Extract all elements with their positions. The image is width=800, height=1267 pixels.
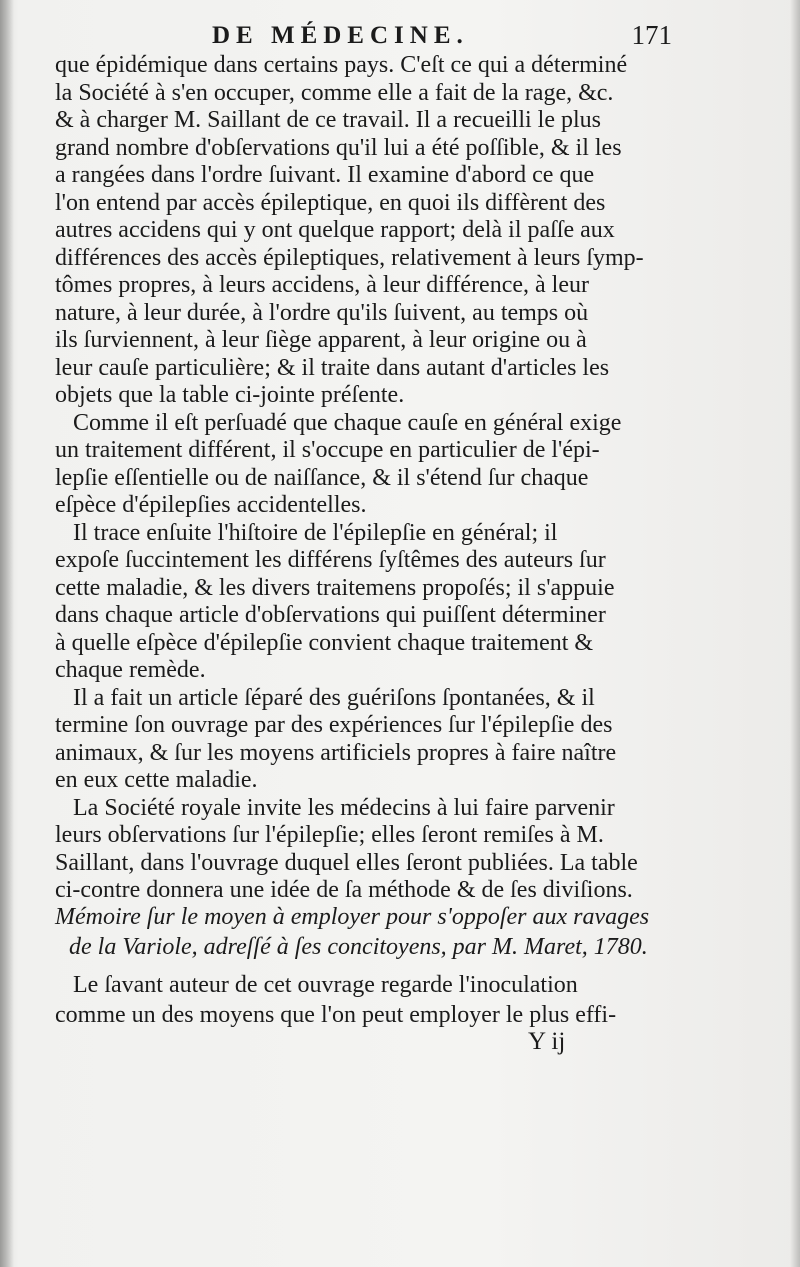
- memoir-title: [55, 902, 665, 962]
- text-line: leur cauſe particulière; & il traite dans autant d'articles les: [55, 354, 610, 381]
- text-line: cette maladie, & les divers traitemens propoſés; il s'appuie: [55, 574, 615, 601]
- text-line: dans chaque article d'obſervations qui puiſſent déterminer: [55, 602, 606, 628]
- text-line: a rangées dans l'ordre ſuivant. Il examine d'abord ce que: [55, 162, 595, 188]
- text-line: la Société à s'en occuper, comme elle a fait de la rage, &c.: [55, 79, 614, 106]
- text-line: tômes propres, à leurs accidens, à leur différence, à leur: [55, 272, 589, 298]
- paragraph-start-line: Il trace enſuite l'hiſtoire de l'épilepſie en général; il: [73, 519, 558, 546]
- text-line: autres accidens qui y ont quelque rapport; delà il paſſe aux: [55, 217, 615, 243]
- gutter-shadow: [0, 0, 14, 1267]
- page-edge-shadow: [790, 0, 800, 1267]
- text-line: grand nombre d'obſervations qu'il lui a été poſſible, & il les: [55, 134, 622, 161]
- paragraph-start-line: Il a fait un article ſéparé des guériſons ſpontanées, & il: [73, 684, 595, 711]
- text-line: expoſe ſuccintement les différens ſyſtêmes des auteurs ſur: [55, 547, 606, 573]
- text-line: & à charger M. Saillant de ce travail. Il a recueilli le plus: [55, 107, 602, 133]
- text-line: en eux cette maladie.: [55, 767, 258, 793]
- text-line: que épidémique dans certains pays. C'eſt ce qui a déterminé: [55, 52, 628, 78]
- text-line: leurs obſervations ſur l'épilepſie; elles ſeront remiſes à M.: [55, 822, 604, 848]
- paragraph-start-line: La Société royale invite les médecins à lui faire parvenir: [73, 794, 615, 821]
- paragraph-start-line: Le ſavant auteur de cet ouvrage regarde l'inoculation: [73, 972, 578, 998]
- text-line: chaque remède.: [55, 657, 206, 683]
- text-line: animaux, & ſur les moyens artificiels propres à faire naître: [55, 739, 617, 766]
- text-line: eſpèce d'épilepſies accidentelles.: [55, 492, 367, 518]
- signature-mark: Y ij: [528, 1028, 566, 1055]
- running-head: DE MÉDECINE.: [212, 22, 469, 49]
- text-line: objets que la table ci-jointe préſente.: [55, 382, 405, 408]
- body-text: [55, 52, 661, 905]
- paragraph-start-line: Comme il eſt perſuadé que chaque cauſe en général exige: [73, 409, 622, 436]
- page-number: 171: [631, 20, 672, 50]
- text-line: à quelle eſpèce d'épilepſie convient chaque traitement &: [55, 629, 594, 656]
- text-line: termine ſon ouvrage par des expériences ſur l'épilepſie des: [55, 712, 613, 738]
- text-line: différences des accès épileptiques, relativement à leurs ſymp-: [55, 244, 644, 271]
- text-line: nature, à leur durée, à l'ordre qu'ils ſuivent, au temps où: [55, 299, 589, 326]
- text-line: lepſie eſſentielle ou de naiſſance, & il s'étend ſur chaque: [55, 464, 589, 491]
- text-line: un traitement différent, il s'occupe en particulier de l'épi-: [55, 437, 600, 463]
- text-line: l'on entend par accès épileptique, en quoi ils diffèrent des: [55, 189, 606, 216]
- text-line: ils ſurviennent, à leur ſiège apparent, à leur origine ou à: [55, 327, 587, 353]
- closing-paragraph: [55, 970, 665, 1030]
- text-line: comme un des moyens que l'on peut employer le plus effi-: [55, 1002, 617, 1028]
- title-line: Mémoire ſur le moyen à employer pour s'oppoſer aux ravages: [55, 904, 650, 930]
- text-line: Saillant, dans l'ouvrage duquel elles ſeront publiées. La table: [55, 849, 638, 876]
- text-line: ci-contre donnera une idée de ſa méthode & de ſes diviſions.: [55, 877, 633, 903]
- title-line: de la Variole, adreſſé à ſes concitoyens, par M. Maret, 1780.: [69, 934, 648, 960]
